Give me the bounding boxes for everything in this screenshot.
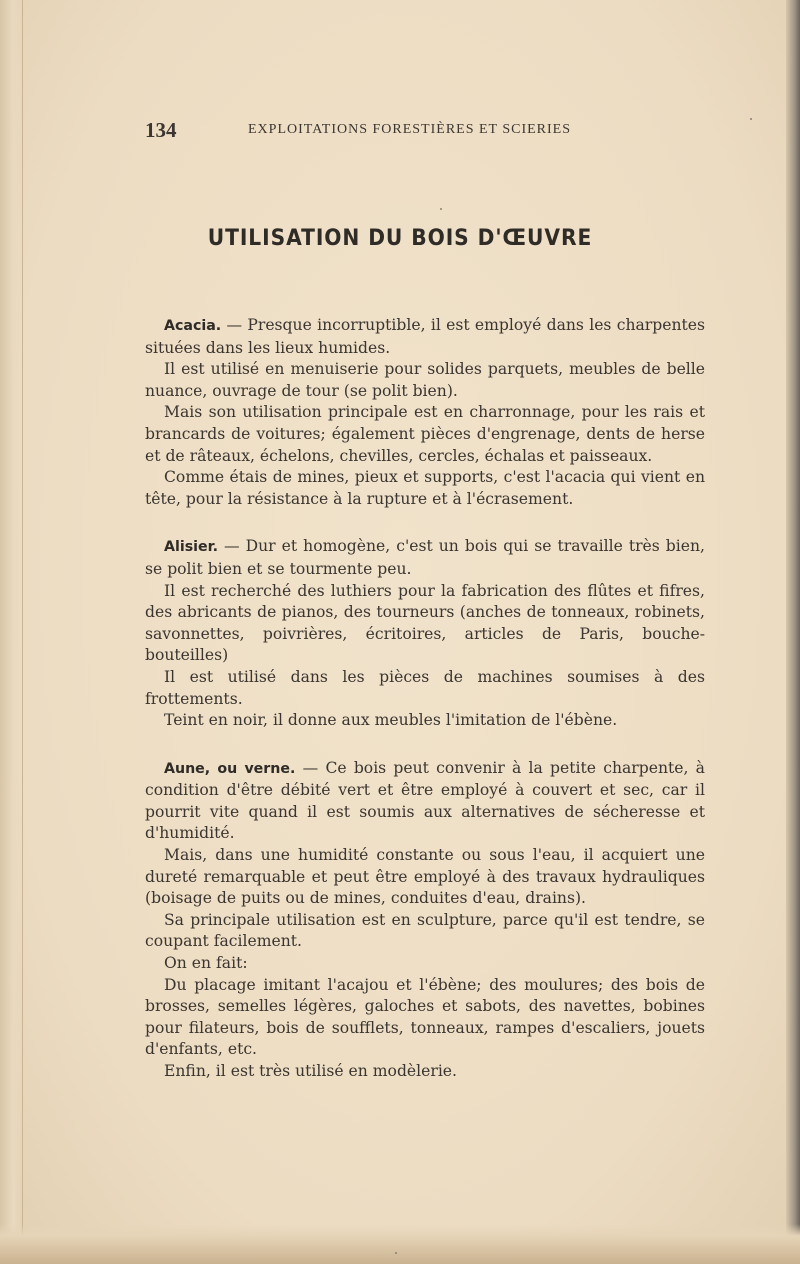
entry-lead-text: — Ce bois peut convenir à la petite charpente, à condition d'être débité vert et être employé à couvert et sec, car il pourrit vite quand il est soumis aux alternatives de sécheresse et d'humidité. — [145, 758, 705, 843]
paragraph: Il est recherché des luthiers pour la fabrication des flûtes et fifres, des abricants de pianos, des tourneurs (anches de tonneaux, robinets, savonnettes, poivrières, écritoires, articles de Paris, bouche-bouteilles) — [145, 581, 705, 665]
paragraph: On en fait: — [164, 954, 248, 973]
section-acacia — [145, 315, 705, 510]
section-alisier — [145, 536, 705, 731]
paper-speck — [440, 208, 442, 210]
chapter-title: UTILISATION DU BOIS D'ŒUVRE — [207, 226, 593, 251]
entry-lead-text: — Presque incorruptible, il est employé dans les charpentes situées dans les lieux humides. — [145, 316, 705, 357]
paragraph: Comme étais de mines, pieux et supports, c'est l'acacia qui vient en tête, pour la résistance à la rupture et à l'écrasement. — [145, 468, 705, 508]
entry-lead-text: — Dur et homogène, c'est un bois qui se travaille très bien, se polit bien et se tourmente peu. — [145, 537, 705, 578]
paragraph: Du placage imitant l'acajou et l'ébène; des moulures; des bois de brosses, semelles légères, galoches et sabots, des navettes, bobines pour filateurs, bois de soufflets, tonneaux, rampes d'escaliers, jouets d'enfants, etc. — [145, 975, 705, 1059]
paragraph: Mais son utilisation principale est en charronnage, pour les rais et brancards de voitures; également pièces d'engrenage, dents de herse et de râteaux, échelons, chevilles, cercles, échalas et paisseaux. — [145, 403, 705, 465]
paragraph: Teint en noir, il donne aux meubles l'imitation de l'ébène. — [164, 711, 618, 730]
paragraph: Il est utilisé dans les pièces de machines soumises à des frottements. — [145, 667, 705, 708]
section-lead-paragraph — [145, 536, 705, 580]
page-number: 134 — [145, 118, 177, 142]
section-lead-paragraph — [145, 758, 705, 845]
section-aune — [145, 758, 705, 1083]
page-gutter — [0, 0, 23, 1264]
running-title: EXPLOITATIONS FORESTIÈRES ET SCIERIES — [248, 122, 572, 137]
paper-speck — [750, 118, 752, 120]
page-bottom-edge — [0, 1224, 800, 1264]
entry-term: Aune, ou verne. — [164, 760, 296, 777]
entry-term: Acacia. — [164, 318, 222, 334]
paragraph: Il est utilisé en menuiserie pour solides parquets, meubles de belle nuance, ouvrage de tour (se polit bien). — [145, 360, 705, 400]
paragraph: Mais, dans une humidité constante ou sous l'eau, il acquiert une dureté remarquable et peut être employé à des travaux hydrauliques (boisage de puits ou de mines, conduites d'eau, drains). — [145, 846, 705, 908]
page-edge — [786, 0, 800, 1264]
paper-speck — [395, 1252, 397, 1254]
paragraph: Enfin, il est très utilisé en modèlerie. — [164, 1062, 457, 1080]
paragraph: Sa principale utilisation est en sculpture, parce qu'il est tendre, se coupant facilement. — [145, 910, 705, 951]
section-lead-paragraph — [145, 315, 705, 359]
body-text — [145, 315, 705, 1083]
entry-term: Alisier. — [164, 539, 218, 556]
running-header — [145, 118, 605, 142]
